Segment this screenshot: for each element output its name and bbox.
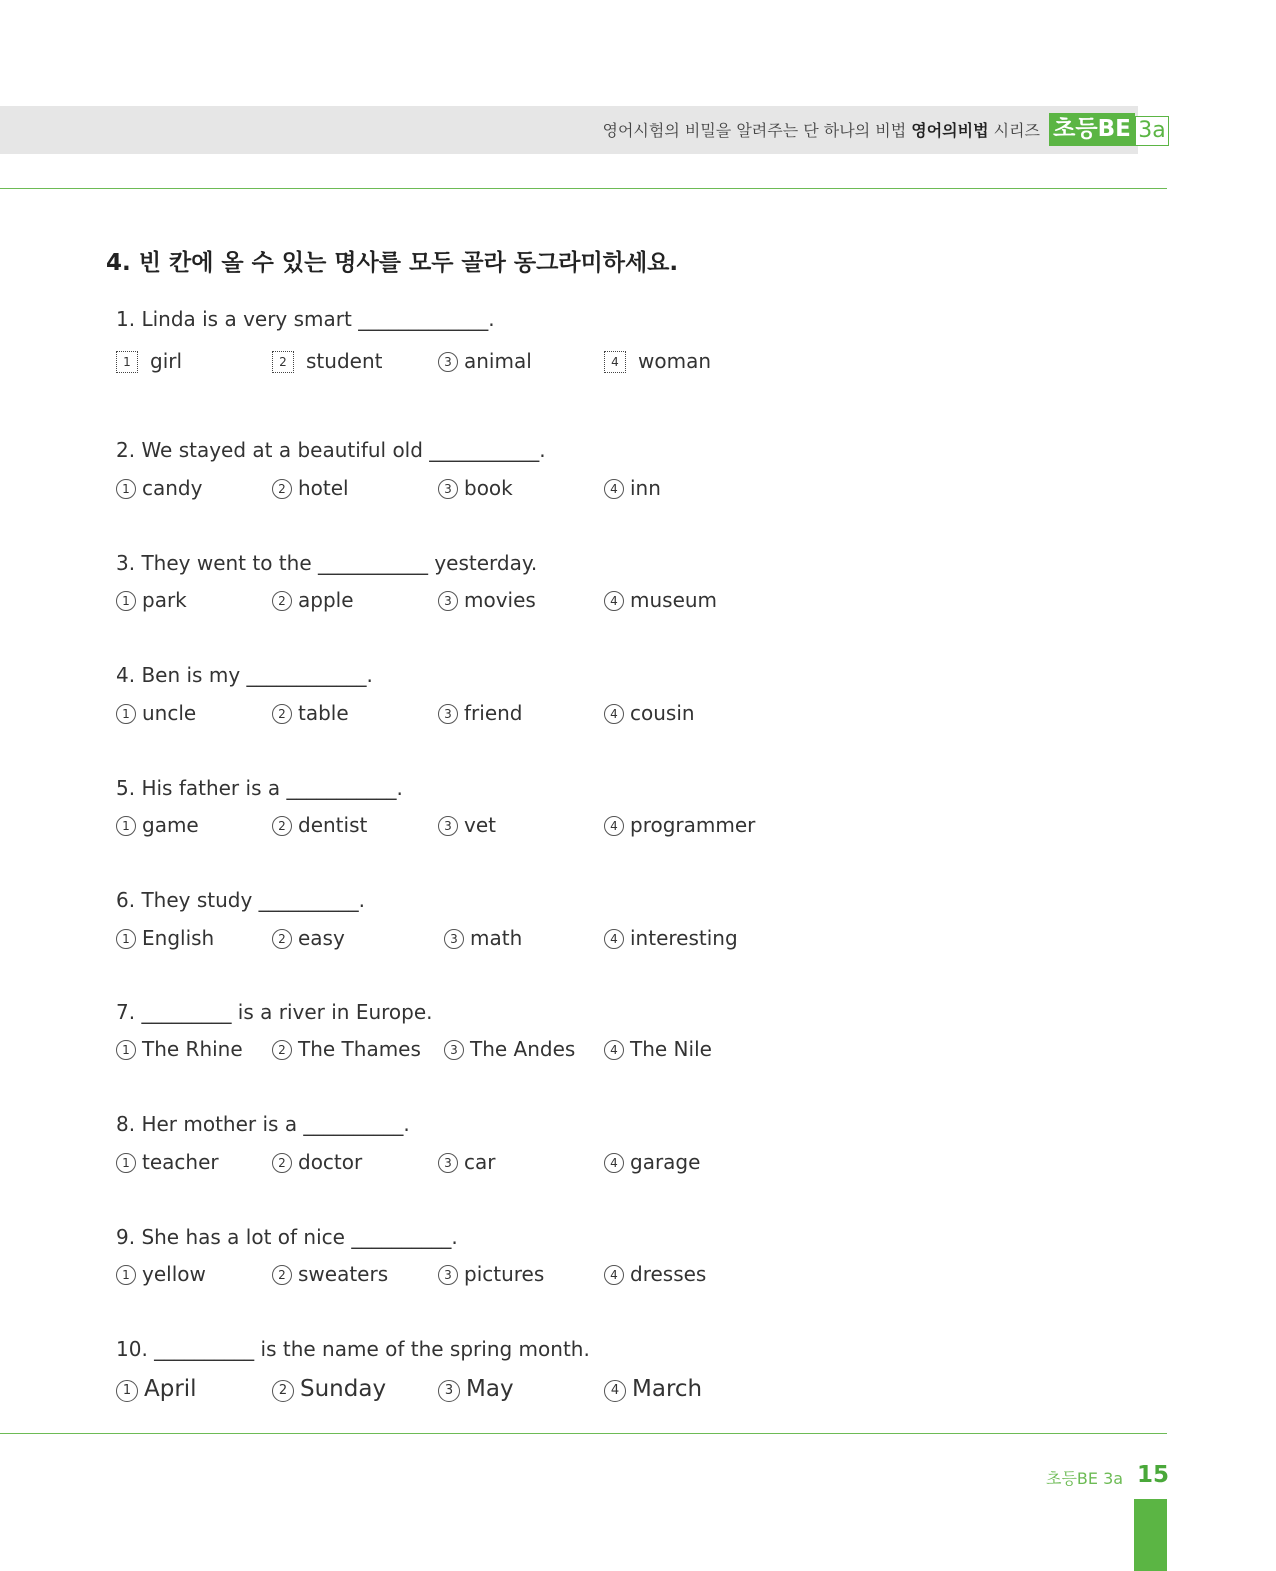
question-text: 7. _________ is a river in Europe. <box>116 1000 433 1024</box>
circled-number-icon: 3 <box>438 352 458 372</box>
option-label: pictures <box>464 1262 545 1286</box>
checked-number-icon: 2 <box>272 351 294 373</box>
circled-number-icon: 3 <box>438 704 458 724</box>
option-label: girl <box>150 349 183 373</box>
circled-number-icon: 4 <box>604 704 624 724</box>
option-label: inn <box>630 476 661 500</box>
circled-number-icon: 1 <box>116 591 136 611</box>
circled-number-icon: 1 <box>116 704 136 724</box>
circled-number-icon: 3 <box>438 1380 460 1402</box>
question-text: 9. She has a lot of nice __________. <box>116 1225 458 1249</box>
option-label: interesting <box>630 926 738 950</box>
series-text: 영어시험의 비밀을 알려주는 단 하나의 비법 <box>602 121 907 140</box>
answer-option[interactable] <box>438 813 496 839</box>
answer-option[interactable] <box>272 1262 388 1288</box>
answer-option[interactable] <box>272 588 354 614</box>
circled-number-icon: 4 <box>604 479 624 499</box>
circled-number-icon: 2 <box>272 816 292 836</box>
question-text: 2. We stayed at a beautiful old ___________. <box>116 438 546 462</box>
option-label: animal <box>464 349 532 373</box>
circled-number-icon: 1 <box>116 816 136 836</box>
book-badge: 초등BE <box>1049 113 1135 146</box>
answer-option[interactable] <box>116 349 182 375</box>
option-label: student <box>306 349 383 373</box>
option-label: museum <box>630 588 718 612</box>
circled-number-icon: 1 <box>116 1380 138 1402</box>
option-label: math <box>470 926 523 950</box>
answer-option[interactable] <box>272 1150 362 1176</box>
option-label: English <box>142 926 215 950</box>
option-label: candy <box>142 476 203 500</box>
circled-number-icon: 3 <box>438 816 458 836</box>
option-label: friend <box>464 701 523 725</box>
page-tab <box>1134 1499 1167 1571</box>
answer-option[interactable] <box>604 588 717 614</box>
circled-number-icon: 3 <box>438 1265 458 1285</box>
answer-option[interactable] <box>604 1376 702 1402</box>
circled-number-icon: 3 <box>444 1040 464 1060</box>
option-label: The Rhine <box>142 1037 243 1061</box>
answer-option[interactable] <box>444 926 522 952</box>
option-label: table <box>298 701 349 725</box>
circled-number-icon: 4 <box>604 1265 624 1285</box>
circled-number-icon: 1 <box>116 1153 136 1173</box>
answer-option[interactable] <box>438 1262 544 1288</box>
option-label: dentist <box>298 813 368 837</box>
series-title <box>603 118 1040 141</box>
circled-number-icon: 3 <box>438 591 458 611</box>
checked-number-icon: 4 <box>604 351 626 373</box>
option-label: April <box>144 1376 197 1402</box>
answer-option[interactable] <box>604 476 661 502</box>
circled-number-icon: 3 <box>444 929 464 949</box>
answer-option[interactable] <box>272 926 345 952</box>
answer-option[interactable] <box>438 588 536 614</box>
option-label: March <box>632 1376 703 1402</box>
answer-option[interactable] <box>604 1037 712 1063</box>
circled-number-icon: 4 <box>604 929 624 949</box>
option-label: uncle <box>142 701 197 725</box>
answer-option[interactable] <box>272 701 349 727</box>
question-text: 6. They study __________. <box>116 888 366 912</box>
circled-number-icon: 4 <box>604 1380 626 1402</box>
circled-number-icon: 3 <box>438 1153 458 1173</box>
circled-number-icon: 2 <box>272 591 292 611</box>
series-suffix: 시리즈 <box>993 121 1040 140</box>
circled-number-icon: 2 <box>272 929 292 949</box>
option-label: vet <box>464 813 496 837</box>
answer-option[interactable] <box>272 1037 421 1063</box>
circled-number-icon: 2 <box>272 1040 292 1060</box>
option-label: doctor <box>298 1150 363 1174</box>
circled-number-icon: 1 <box>116 929 136 949</box>
option-label: programmer <box>630 813 756 837</box>
option-label: apple <box>298 588 354 612</box>
circled-number-icon: 2 <box>272 1380 294 1402</box>
circled-number-icon: 1 <box>116 1265 136 1285</box>
option-label: teacher <box>142 1150 219 1174</box>
question-text: 3. They went to the ___________ yesterday. <box>116 551 538 575</box>
answer-option[interactable] <box>116 1037 243 1063</box>
answer-option[interactable] <box>438 349 532 375</box>
option-label: dresses <box>630 1262 707 1286</box>
answer-option[interactable] <box>604 813 755 839</box>
option-label: park <box>142 588 187 612</box>
answer-option[interactable] <box>116 476 202 502</box>
option-label: movies <box>464 588 536 612</box>
answer-option[interactable] <box>438 476 513 502</box>
option-label: May <box>466 1376 514 1402</box>
circled-number-icon: 1 <box>116 479 136 499</box>
page-number: 15 <box>1137 1462 1170 1488</box>
question-text: 4. Ben is my ____________. <box>116 663 373 687</box>
circled-number-icon: 3 <box>438 479 458 499</box>
answer-option[interactable] <box>116 1376 197 1402</box>
option-label: The Andes <box>470 1037 576 1061</box>
answer-option[interactable] <box>116 1262 206 1288</box>
question-text: 5. His father is a ___________. <box>116 776 403 800</box>
answer-option[interactable] <box>116 926 214 952</box>
circled-number-icon: 2 <box>272 1153 292 1173</box>
circled-number-icon: 4 <box>604 591 624 611</box>
option-label: cousin <box>630 701 695 725</box>
option-label: hotel <box>298 476 349 500</box>
option-label: woman <box>638 349 712 373</box>
answer-option[interactable] <box>116 588 187 614</box>
exercise-instruction: 4. 빈 칸에 올 수 있는 명사를 모두 골라 동그라미하세요. <box>106 250 679 276</box>
option-label: sweaters <box>298 1262 389 1286</box>
question-text: 8. Her mother is a __________. <box>116 1112 410 1136</box>
answer-option[interactable] <box>444 1037 575 1063</box>
circled-number-icon: 1 <box>116 1040 136 1060</box>
series-brand: 영어의비법 <box>911 121 989 140</box>
answer-option[interactable] <box>604 349 711 375</box>
circled-number-icon: 2 <box>272 479 292 499</box>
circled-number-icon: 4 <box>604 816 624 836</box>
option-label: The Nile <box>630 1037 712 1061</box>
option-label: yellow <box>142 1262 206 1286</box>
answer-option[interactable] <box>272 476 349 502</box>
question-text: 1. Linda is a very smart _____________. <box>116 307 495 331</box>
footer-book-label: 초등BE 3a <box>1046 1469 1124 1488</box>
option-label: car <box>464 1150 496 1174</box>
answer-option[interactable] <box>604 701 695 727</box>
option-label: The Thames <box>298 1037 421 1061</box>
answer-option[interactable] <box>116 1150 219 1176</box>
answer-option[interactable] <box>116 701 196 727</box>
answer-option[interactable] <box>272 1376 386 1402</box>
question-text: 10. __________ is the name of the spring month. <box>116 1337 590 1361</box>
circled-number-icon: 4 <box>604 1040 624 1060</box>
option-label: garage <box>630 1150 701 1174</box>
answer-option[interactable] <box>272 349 382 375</box>
option-label: easy <box>298 926 345 950</box>
bottom-divider <box>0 1433 1167 1434</box>
answer-option[interactable] <box>604 926 738 952</box>
answer-option[interactable] <box>272 813 367 839</box>
circled-number-icon: 2 <box>272 1265 292 1285</box>
answer-option[interactable] <box>604 1150 700 1176</box>
answer-option[interactable] <box>438 1150 495 1176</box>
checked-number-icon: 1 <box>116 351 138 373</box>
option-label: Sunday <box>300 1376 387 1402</box>
answer-option[interactable] <box>438 1376 514 1402</box>
level-badge: 3a <box>1135 116 1169 146</box>
circled-number-icon: 4 <box>604 1153 624 1173</box>
answer-option[interactable] <box>438 701 523 727</box>
answer-option[interactable] <box>604 1262 706 1288</box>
circled-number-icon: 2 <box>272 704 292 724</box>
top-divider <box>0 188 1167 189</box>
option-label: book <box>464 476 513 500</box>
answer-option[interactable] <box>116 813 199 839</box>
option-label: game <box>142 813 199 837</box>
